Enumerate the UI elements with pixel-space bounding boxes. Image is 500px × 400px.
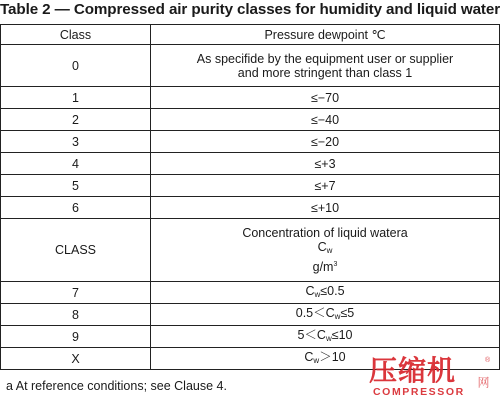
cw-main: C <box>317 240 327 254</box>
conc-pre: C <box>305 283 315 298</box>
dewpoint-note-line2: and more stringent than class 1 <box>237 65 413 80</box>
svg-text:网: 网 <box>476 376 490 388</box>
conc-pre: 0.5＜C <box>295 305 335 320</box>
svg-text:COMPRESSOR: COMPRESSOR <box>373 386 465 398</box>
table-row <box>1 153 500 175</box>
cw-sub: w <box>326 246 333 255</box>
footnote: a At reference conditions; see Clause 4. <box>6 379 227 393</box>
table-row <box>1 109 500 131</box>
conc-pre: 5＜C <box>297 327 326 342</box>
class-cell: 4 <box>1 153 151 175</box>
conc-post: ≤0.5 <box>320 283 345 298</box>
class-header: Class <box>1 25 151 45</box>
svg-text:压缩机: 压缩机 <box>369 356 457 387</box>
dewpoint-note-line1: As specifide by the equipment user or supplier <box>196 51 454 66</box>
class-cell: 8 <box>1 304 151 326</box>
table-row <box>1 304 500 326</box>
conc-post: ≤10 <box>331 327 353 342</box>
table-title: Table 2 — Compressed air purity classes for humidity and liquid water <box>0 1 500 18</box>
class-cell: 2 <box>1 109 151 131</box>
concentration-header-row <box>1 219 500 282</box>
conc-sub: w <box>334 311 341 321</box>
dewpoint-cell: ≤−70 <box>151 87 500 109</box>
table-row <box>1 131 500 153</box>
class-cell: 5 <box>1 175 151 197</box>
class-cell: 9 <box>1 326 151 348</box>
conc-pre: C <box>304 349 314 364</box>
class-cell: 3 <box>1 131 151 153</box>
class-cell: 7 <box>1 282 151 304</box>
unit-label <box>151 258 499 274</box>
table-header-row <box>1 25 500 45</box>
unit-main: g/m <box>312 260 334 274</box>
dewpoint-cell <box>151 45 500 87</box>
conc-sub: w <box>325 333 332 343</box>
class-cell: X <box>1 348 151 370</box>
class-cell: 1 <box>1 87 151 109</box>
table-row <box>1 45 500 87</box>
concentration-cell <box>151 326 500 348</box>
conc-sub: w <box>314 289 321 299</box>
dewpoint-cell: ≤+10 <box>151 197 500 219</box>
table-row <box>1 87 500 109</box>
concentration-header <box>151 219 500 282</box>
concentration-cell <box>151 304 500 326</box>
dewpoint-header: Pressure dewpoint ℃ <box>151 25 500 45</box>
compressor-watermark-logo <box>365 350 500 400</box>
unit-sup: 3 <box>333 261 338 268</box>
svg-text:®: ® <box>485 357 491 364</box>
dewpoint-cell: ≤+3 <box>151 153 500 175</box>
table-row <box>1 326 500 348</box>
dewpoint-cell: ≤+7 <box>151 175 500 197</box>
class-cell: 0 <box>1 45 151 87</box>
concentration-title: Concentration of liquid watera <box>242 226 408 240</box>
conc-post: ≤5 <box>340 305 355 320</box>
table-row <box>1 175 500 197</box>
conc-post: ＞10 <box>319 349 346 364</box>
class-cell: 6 <box>1 197 151 219</box>
dewpoint-cell: ≤−20 <box>151 131 500 153</box>
class-header-caps: CLASS <box>1 219 151 282</box>
conc-sub: w <box>313 355 320 365</box>
purity-table <box>0 24 500 370</box>
cw-symbol <box>151 240 499 258</box>
table-row <box>1 197 500 219</box>
table-row <box>1 282 500 304</box>
dewpoint-cell: ≤−40 <box>151 109 500 131</box>
concentration-cell <box>151 282 500 304</box>
